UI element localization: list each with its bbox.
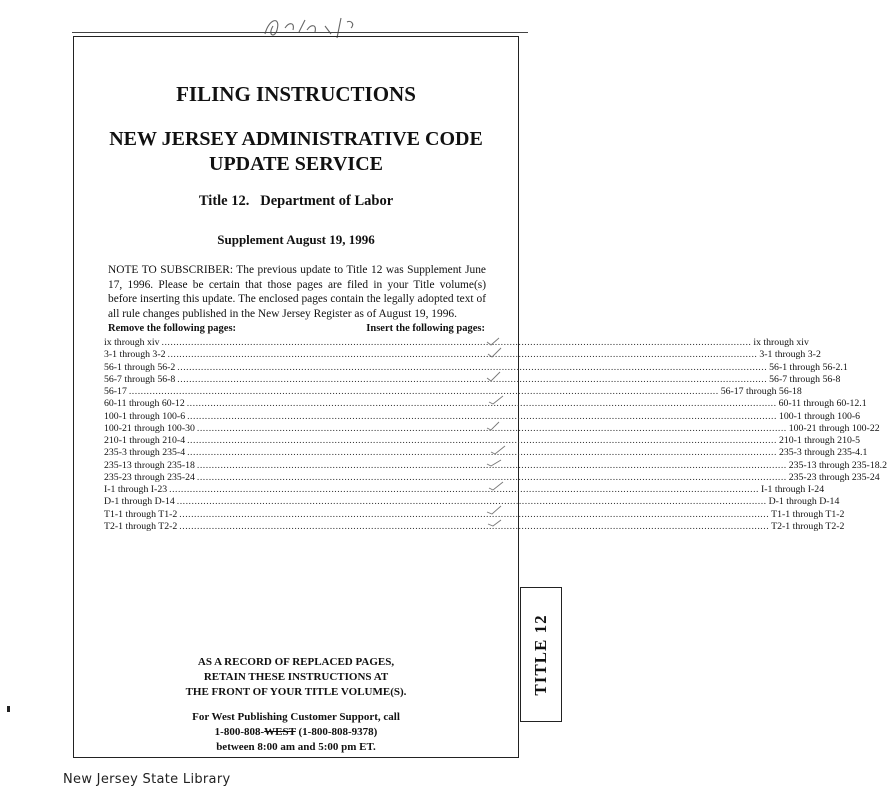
handwritten-check-marks bbox=[485, 336, 515, 546]
remove-pages: T1-1 through T1-2 bbox=[104, 508, 178, 520]
leader-dots: ........................................................................................................................................................................................................ bbox=[169, 484, 759, 495]
library-stamp: New Jersey State Library bbox=[63, 772, 231, 787]
pages-table bbox=[104, 337, 887, 533]
insert-pages: T1-1 through T1-2 bbox=[771, 508, 845, 520]
remove-pages: 235-13 through 235-18 bbox=[104, 459, 195, 471]
table-row bbox=[104, 520, 845, 533]
supplement-heading: Supplement August 19, 1996 bbox=[217, 232, 375, 247]
remove-pages: 100-21 through 100-30 bbox=[104, 422, 195, 434]
table-row bbox=[104, 337, 809, 349]
table-row bbox=[104, 373, 841, 386]
leader-dots: ........................................................................................................................................................................................................ bbox=[128, 386, 719, 397]
table-row bbox=[104, 422, 880, 435]
code-heading-line2: UPDATE SERVICE bbox=[209, 153, 383, 175]
insert-pages: 100-1 through 100-6 bbox=[778, 410, 861, 422]
insert-pages: 60-11 through 60-12.1 bbox=[778, 398, 867, 410]
leader-dots: ........................................................................................................................................................................................................ bbox=[196, 471, 787, 483]
code-heading-line1: NEW JERSEY ADMINISTRATIVE CODE bbox=[109, 128, 483, 150]
record-line1: AS A RECORD OF REPLACED PAGES, bbox=[197, 656, 395, 668]
record-line3: THE FRONT OF YOUR TITLE VOLUME(S). bbox=[185, 686, 407, 698]
insert-pages: 210-1 through 210-5 bbox=[778, 435, 861, 446]
leader-dots: ........................................................................................................................................................................................................ bbox=[161, 337, 752, 348]
leader-dots: ........................................................................................................................................................................................................ bbox=[196, 459, 787, 471]
insert-pages: 235-13 through 235-18.2 bbox=[788, 459, 887, 471]
leader-dots: ........................................................................................................................................................................................................ bbox=[167, 349, 758, 361]
support-phone bbox=[73, 725, 519, 740]
remove-pages: 100-1 through 100-6 bbox=[104, 410, 186, 422]
support-line3: between 8:00 am and 5:00 pm ET. bbox=[216, 741, 376, 753]
table-row bbox=[104, 435, 861, 447]
table-row bbox=[104, 386, 802, 398]
leader-dots: ........................................................................................................................................................................................................ bbox=[179, 508, 770, 520]
title-tab bbox=[520, 587, 562, 722]
title-heading: Title 12. Department of Labor bbox=[198, 193, 394, 209]
insert-pages: 56-7 through 56-8 bbox=[769, 373, 841, 385]
remove-pages: ix through xiv bbox=[104, 337, 160, 348]
remove-pages: 210-1 through 210-4 bbox=[104, 435, 186, 446]
title-tab-label: TITLE 12 bbox=[531, 613, 550, 696]
leader-dots: ........................................................................................................................................................................................................ bbox=[179, 520, 770, 532]
code-heading bbox=[73, 127, 519, 177]
phone-number: (1-800-808-9378) bbox=[295, 726, 378, 738]
table-row bbox=[104, 508, 845, 521]
table-row bbox=[104, 471, 880, 484]
insert-pages: 100-21 through 100-22 bbox=[788, 422, 880, 434]
leader-dots: ........................................................................................................................................................................................................ bbox=[196, 422, 787, 434]
remove-pages: D-1 through D-14 bbox=[104, 496, 175, 508]
insert-pages: D-1 through D-14 bbox=[768, 496, 840, 508]
leader-dots: ........................................................................................................................................................................................................ bbox=[186, 398, 777, 410]
customer-support bbox=[73, 710, 519, 755]
phone-prefix: 1-800-808- bbox=[214, 726, 265, 738]
insert-pages: 3-1 through 3-2 bbox=[759, 349, 821, 361]
insert-pages: T2-1 through T2-2 bbox=[771, 520, 845, 532]
leader-dots: ........................................................................................................................................................................................................ bbox=[177, 361, 768, 373]
remove-pages: 56-1 through 56-2 bbox=[104, 361, 176, 373]
table-row bbox=[104, 459, 887, 472]
table-row bbox=[104, 484, 825, 496]
insert-pages: I-1 through I-24 bbox=[760, 484, 825, 495]
leader-dots: ........................................................................................................................................................................................................ bbox=[187, 447, 777, 459]
table-row bbox=[104, 447, 868, 459]
insert-pages: 235-3 through 235-4.1 bbox=[778, 447, 868, 459]
leader-dots: ........................................................................................................................................................................................................ bbox=[187, 410, 777, 422]
table-row bbox=[104, 398, 867, 410]
remove-pages: 56-7 through 56-8 bbox=[104, 373, 176, 385]
remove-pages: 3-1 through 3-2 bbox=[104, 349, 166, 361]
table-row bbox=[104, 496, 840, 508]
leader-dots: ........................................................................................................................................................................................................ bbox=[187, 435, 777, 446]
insert-pages: 235-23 through 235-24 bbox=[788, 471, 880, 483]
scan-speck bbox=[7, 706, 10, 712]
support-line1: For West Publishing Customer Support, call bbox=[192, 711, 400, 723]
phone-word: WEST bbox=[264, 726, 296, 738]
remove-pages: T2-1 through T2-2 bbox=[104, 520, 178, 532]
record-instructions bbox=[73, 655, 519, 700]
leader-dots: ........................................................................................................................................................................................................ bbox=[176, 496, 767, 508]
remove-pages-header: Remove the following pages: bbox=[108, 323, 237, 334]
insert-pages: 56-1 through 56-2.1 bbox=[769, 361, 848, 373]
insert-pages: 56-17 through 56-18 bbox=[720, 386, 802, 397]
table-row bbox=[104, 361, 848, 374]
table-row bbox=[104, 410, 861, 423]
leader-dots: ........................................................................................................................................................................................................ bbox=[177, 373, 768, 385]
table-row bbox=[104, 349, 821, 361]
remove-pages: 60-11 through 60-12 bbox=[104, 398, 185, 410]
remove-pages: 235-23 through 235-24 bbox=[104, 471, 195, 483]
top-rule bbox=[72, 32, 528, 33]
insert-pages: ix through xiv bbox=[753, 337, 809, 348]
remove-pages: 235-3 through 235-4 bbox=[104, 447, 186, 459]
record-line2: RETAIN THESE INSTRUCTIONS AT bbox=[203, 671, 389, 683]
insert-pages-header: Insert the following pages: bbox=[366, 323, 485, 334]
note-to-subscriber: NOTE TO SUBSCRIBER: The previous update to Title 12 was Supplement June 17, 1996. Please be certain that those pages are filed in your Title volume(s) before inserting this update. The enclosed pages contain the legally adopted text of all rule changes published in the New Jersey Register as of August 19, 1996. bbox=[108, 264, 486, 320]
remove-pages: I-1 through I-23 bbox=[104, 484, 168, 495]
filing-instructions-heading: FILING INSTRUCTIONS bbox=[176, 82, 416, 106]
remove-pages: 56-17 bbox=[104, 386, 127, 397]
